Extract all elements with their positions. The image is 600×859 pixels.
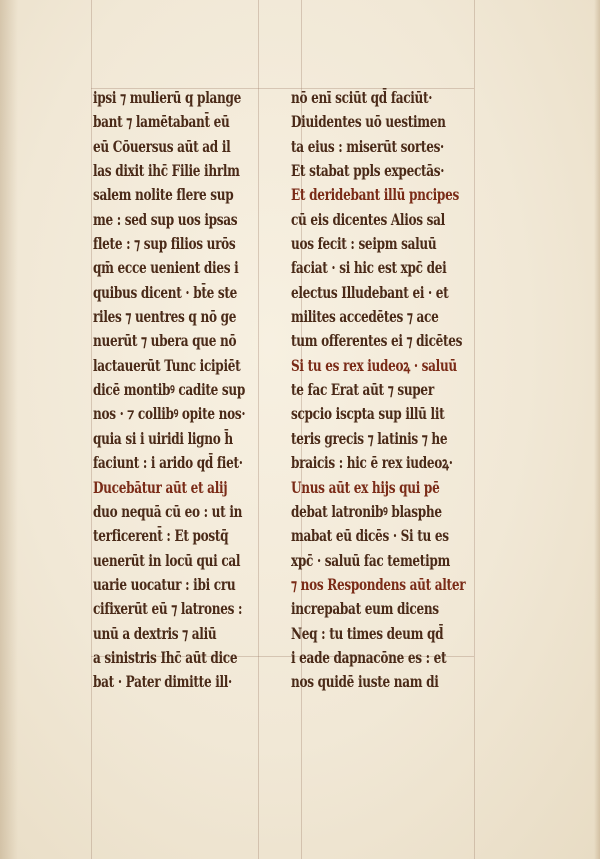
text-line: quibus dicent · bt̄e ste — [93, 282, 238, 302]
text-line: debat latronibꝰ blasphe — [291, 501, 442, 521]
text-line: eū Cōuersus aūt ad il — [93, 136, 231, 156]
text-line: flete : ⁊ sup filios urōs — [93, 234, 236, 254]
ruling-line-vertical — [91, 0, 92, 859]
text-line: uenerūt in locū qui cal — [93, 550, 241, 570]
text-line: bant ⁊ lamētabant̄ eū — [93, 112, 230, 132]
text-line: tum offerentes ei ⁊ dicētes — [291, 331, 463, 351]
text-line: las dixit ihc̄ Filie ihrlm — [93, 161, 240, 181]
text-column-left — [93, 86, 265, 695]
text-line: milites accedētes ⁊ ace — [291, 307, 439, 327]
text-line: faciunt : i arido qd̄ fiet· — [93, 453, 243, 473]
text-line: riles ⁊ uentres q nō ge — [93, 307, 237, 327]
text-line: bat · Pater dimitte ill· — [93, 672, 232, 692]
text-line: a sinistris Ihc̄ aūt dice — [93, 647, 238, 667]
page-edge — [594, 0, 600, 859]
text-line: faciat · si hic est xpc̄ dei — [291, 258, 447, 278]
text-line: quia si i uiridi ligno h̄ — [93, 428, 233, 448]
text-line: nos · ⁊ collibꝰ opite nos· — [93, 404, 246, 424]
text-line: teris grecis ⁊ latinis ⁊ he — [291, 428, 448, 448]
text-line: terficerent̄ : Et postq̄ — [93, 526, 229, 546]
text-line: qm̄ ecce uenient dies i — [93, 258, 239, 278]
text-line: nuerūt ⁊ ubera que nō — [93, 331, 237, 351]
text-line: me : sed sup uos ipsas — [93, 209, 238, 229]
text-line: uarie uocatur : ibi cru — [93, 574, 236, 594]
text-line: dicē montibꝰ cadite sup — [93, 380, 246, 400]
text-line: ipsi ⁊ mulierū q plange — [93, 88, 242, 107]
text-line: Neq : tu times deum qd̄ — [291, 623, 444, 643]
text-line: cifixerūt eū ⁊ latrones : — [93, 599, 243, 619]
text-column-right — [291, 86, 481, 695]
text-line: lactauerūt Tunc icipiēt — [93, 355, 241, 375]
text-line: mabat eū dicēs · Si tu es — [291, 526, 449, 546]
text-line: Si tu es rex iudeoꝝ · saluū — [291, 355, 457, 375]
text-line: duo nequā cū eo : ut in — [93, 501, 243, 521]
text-line: Et stabat ppls expectās· — [291, 161, 445, 181]
gutter-shadow — [0, 0, 18, 859]
text-line: nō enī sciūt qd̄ faciūt· — [291, 88, 433, 107]
text-line: te fac Erat aūt ⁊ super — [291, 380, 434, 400]
text-line: increpabat eum dicens — [291, 599, 439, 619]
text-line: unū a dextris ⁊ aliū — [93, 623, 217, 643]
text-line: salem nolite flere sup — [93, 185, 234, 205]
text-line: ta eius : miserūt sortes· — [291, 136, 444, 156]
text-line: Unus aūt ex hijs qui pē — [291, 477, 440, 497]
text-line: electus Illudebant ei · et — [291, 282, 449, 302]
text-line: braicis : hic ē rex iudeoꝝ· — [291, 453, 453, 473]
text-line: Ducebātur aūt et alij — [93, 477, 228, 497]
text-line: Diuidentes uō uestimen — [291, 112, 446, 132]
text-line: nos quidē iuste nam di — [291, 672, 439, 692]
text-line: cū eis dicentes Alios sal — [291, 209, 445, 229]
text-line: xpc̄ · saluū fac temetipm — [291, 550, 450, 570]
text-line: ⁊ nos Respondens aūt alter — [291, 574, 466, 594]
text-line: scpcio iscpta sup illū lit — [291, 404, 445, 424]
text-line: i eade dapnacōne es : et — [291, 647, 447, 667]
text-line: Et deridebant illū pncipes — [291, 185, 459, 205]
text-line: uos fecit : seipm saluū — [291, 234, 437, 254]
